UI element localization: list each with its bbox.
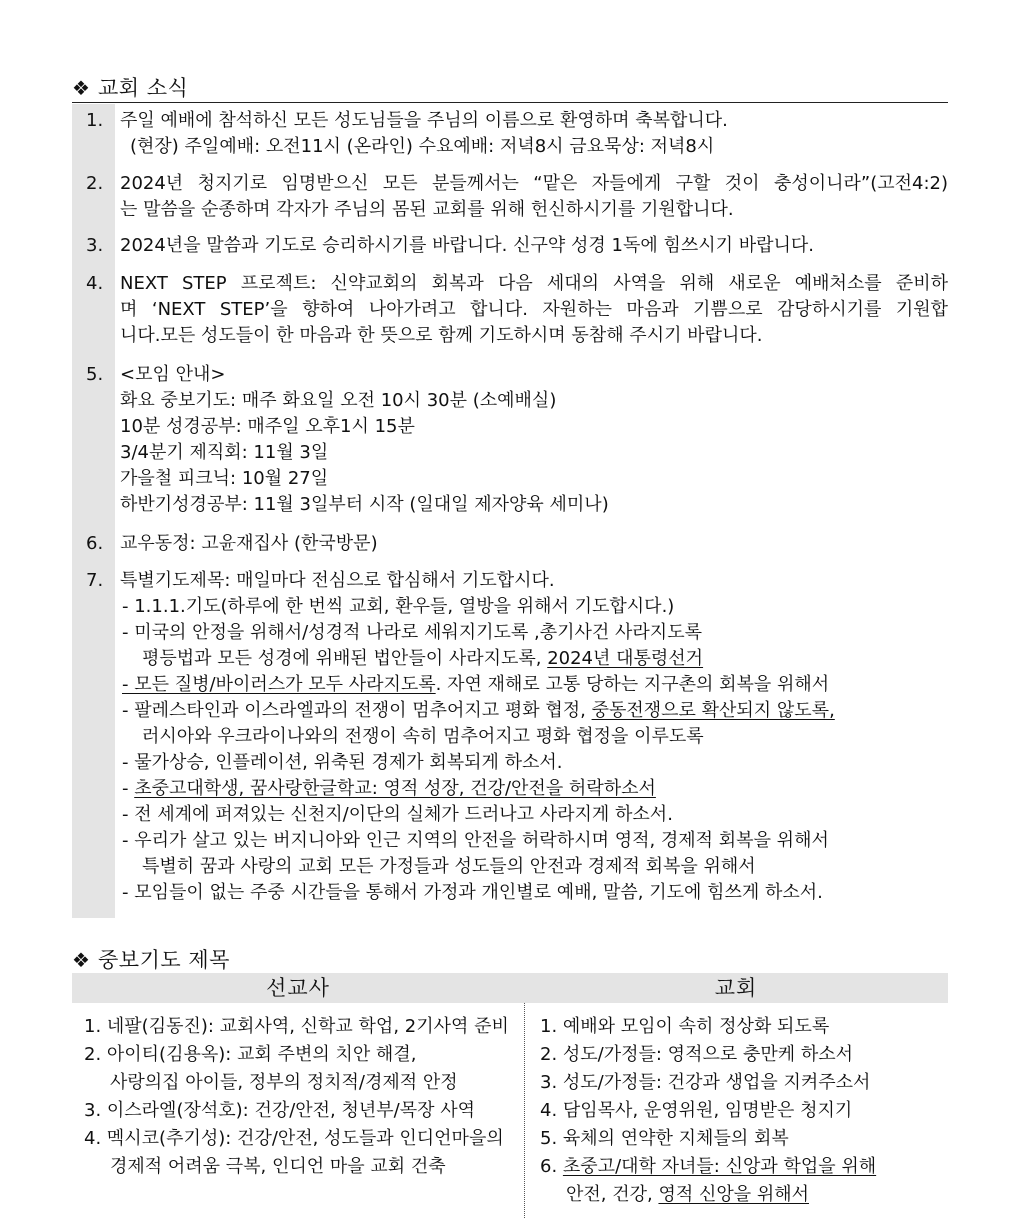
missionary-item: 사랑의집 아이들, 정부의 정치적/경제적 안정 <box>110 1072 458 1093</box>
number-column <box>72 104 115 918</box>
missionary-list <box>84 1013 520 1181</box>
column-divider <box>524 1003 525 1218</box>
prayer-bullet: - 팔레스타인과 이스라엘과의 전쟁이 멈추어지고 평화 협정, 중동전쟁으로 확산되지 않도록, <box>122 700 835 721</box>
prayer-bullet: 특별히 꿈과 사랑의 교회 모든 가정들과 성도들의 안전과 경제적 회복을 위해서 <box>142 856 756 877</box>
missionary-item: 2. 아이티(김용옥): 교회 주변의 치안 해결, <box>84 1044 417 1065</box>
missionary-item: 3. 이스라엘(장석호): 건강/안전, 청년부/목장 사역 <box>84 1100 476 1121</box>
prayer-bullet: - 초중고대학생, 꿈사랑한글학교: 영적 성장, 건강/안전을 허락하소서 <box>122 778 656 799</box>
news-title-text: 교회 소식 <box>98 76 189 100</box>
item-line: 10분 성경공부: 매주일 오후1시 15분 <box>120 416 415 437</box>
missionary-header: 선교사 <box>72 973 524 1003</box>
diamond-bullet-icon: ❖ <box>72 948 91 972</box>
church-item: 5. 육체의 연약한 지체들의 회복 <box>540 1128 789 1149</box>
diamond-bullet-icon: ❖ <box>72 76 91 100</box>
prayer-bullet: - 모든 질병/바이러스가 모두 사라지도록. 자연 재해로 고통 당하는 지구촌의 회복을 위해서 <box>122 674 830 695</box>
prayer-section-title <box>72 947 230 973</box>
church-item: 4. 담임목사, 운영위원, 임명받은 청지기 <box>540 1100 853 1121</box>
item-line: 특별기도제목: 매일마다 전심으로 합심해서 기도합시다. <box>120 570 555 591</box>
news-section-title <box>72 75 188 101</box>
item-line: <모임 안내> <box>120 364 226 385</box>
item-line: (현장) 주일예배: 오전11시 (온라인) 수요예배: 저녁8시 금요묵상: 저녁8시 <box>130 136 715 157</box>
item-line: 2024년 청지기로 임명받으신 모든 분들께서는 “맡은 자들에게 구할 것이 충성이니라”(고전4:2) <box>120 173 948 194</box>
prayer-bullet: - 전 세계에 퍼져있는 신천지/이단의 실체가 드러나고 사라지게 하소서. <box>122 804 673 825</box>
church-item: 2. 성도/가정들: 영적으로 충만케 하소서 <box>540 1044 854 1065</box>
prayer-table <box>72 973 948 1218</box>
item-number: 7. <box>86 570 104 591</box>
item-number: 4. <box>86 273 104 294</box>
item-number: 5. <box>86 364 104 385</box>
item-number: 1. <box>86 110 104 131</box>
item-line: 3/4분기 제직회: 11월 3일 <box>120 442 329 463</box>
item-line: 며 ‘NEXT STEP’을 향하여 나아가려고 합니다. 자원하는 마음과 기쁨으로 감당하시기를 기원합 <box>120 299 948 320</box>
church-item: 1. 예배와 모임이 속히 정상화 되도록 <box>540 1016 830 1037</box>
item-line: 는 말씀을 순종하며 각자가 주님의 몸된 교회를 위해 헌신하시기를 기원합니다. <box>120 199 734 220</box>
church-header: 교회 <box>524 973 948 1003</box>
prayer-title-text: 중보기도 제목 <box>98 948 230 972</box>
church-list <box>540 1013 944 1209</box>
church-item: 3. 성도/가정들: 건강과 생업을 지켜주소서 <box>540 1072 871 1093</box>
item-line: 화요 중보기도: 매주 화요일 오전 10시 30분 (소예배실) <box>120 390 557 411</box>
prayer-bullet: 평등법과 모든 성경에 위배된 법안들이 사라지도록, 2024년 대통령선거 <box>142 648 704 669</box>
item-number: 2. <box>86 173 104 194</box>
church-item: 안전, 건강, 영적 신앙을 위해서 <box>566 1184 809 1205</box>
item-line: 교우동정: 고윤재집사 (한국방문) <box>120 533 378 554</box>
item-number: 6. <box>86 533 104 554</box>
missionary-item: 4. 멕시코(추기성): 건강/안전, 성도들과 인디언마을의 <box>84 1128 504 1149</box>
prayer-bullet: - 1.1.1.기도(하루에 한 번씩 교회, 환우들, 열방을 위해서 기도합시다.) <box>122 596 675 617</box>
prayer-bullet: - 모임들이 없는 주중 시간들을 통해서 가정과 개인별로 예배, 말씀, 기도에 힘쓰게 하소서. <box>122 882 823 903</box>
prayer-bullet: - 미국의 안정을 위해서/성경적 나라로 세워지기도록 ,총기사건 사라지도록 <box>122 622 702 643</box>
prayer-bullet: - 우리가 살고 있는 버지니아와 인근 지역의 안전을 허락하시며 영적, 경제적 회복을 위해서 <box>122 830 829 851</box>
prayer-bullet: 러시아와 우크라이나와의 전쟁이 속히 멈추어지고 평화 협정을 이루도록 <box>142 726 704 747</box>
prayer-bullet: - 물가상승, 인플레이션, 위축된 경제가 회복되게 하소서. <box>122 752 563 773</box>
item-line: 하반기성경공부: 11월 3일부터 시작 (일대일 제자양육 세미나) <box>120 494 609 515</box>
item-line: 2024년을 말씀과 기도로 승리하시기를 바랍니다. 신구약 성경 1독에 힘쓰시기 바랍니다. <box>120 235 814 256</box>
news-title-rule <box>72 102 948 103</box>
missionary-item: 경제적 어려움 극복, 인디언 마을 교회 건축 <box>110 1156 446 1177</box>
item-line: 가을철 피크닉: 10월 27일 <box>120 468 329 489</box>
news-list <box>72 104 948 918</box>
item-line: 니다.모든 성도들이 한 마음과 한 뜻으로 함께 기도하시며 동참해 주시기 바랍니다. <box>120 325 763 346</box>
item-line: 주일 예배에 참석하신 모든 성도님들을 주님의 이름으로 환영하며 축복합니다. <box>120 110 728 131</box>
missionary-item: 1. 네팔(김동진): 교회사역, 신학교 학업, 2기사역 준비 <box>84 1016 509 1037</box>
item-line: NEXT STEP 프로젝트: 신약교회의 회복과 다음 세대의 사역을 위해 새로운 예배처소를 준비하 <box>120 273 948 294</box>
item-number: 3. <box>86 235 104 256</box>
church-item: 6. 초중고/대학 자녀들: 신앙과 학업을 위해 <box>540 1156 877 1177</box>
